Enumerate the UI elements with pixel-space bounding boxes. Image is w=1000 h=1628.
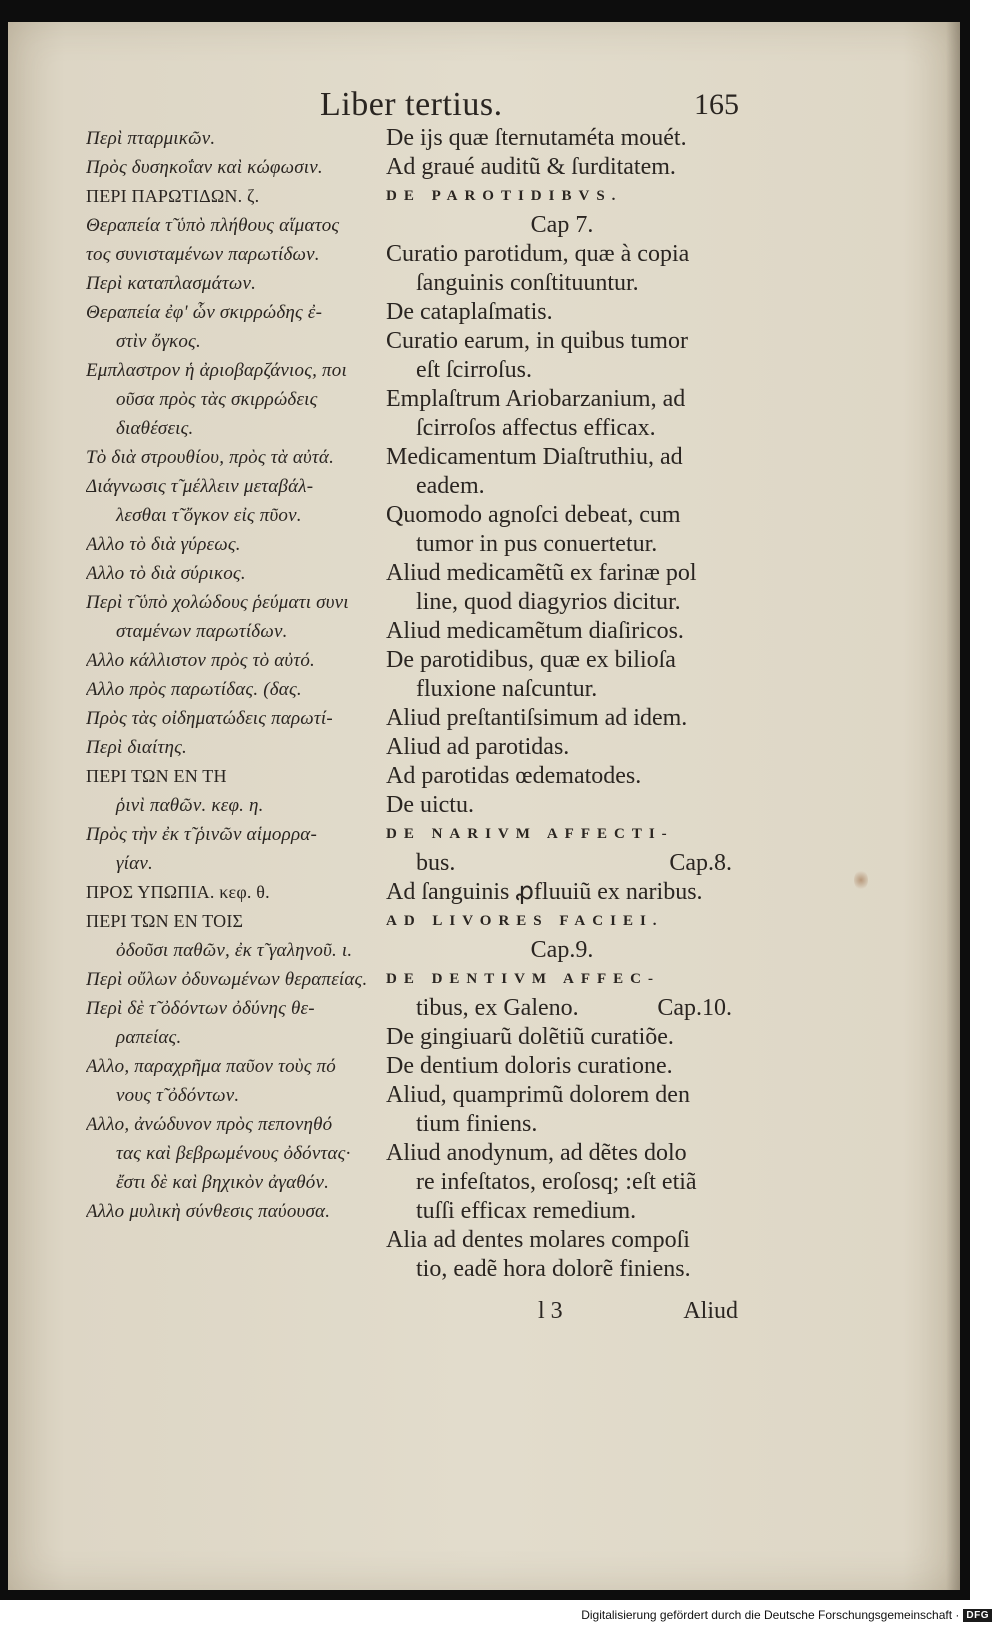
greek-entry: ΠΕΡΙ ΤΩΝ ΕΝ ΤΟΙΣ <box>86 911 244 931</box>
latin-entry: ſcirroſos affectus efficax. <box>416 415 656 441</box>
latin-index-column <box>386 124 738 1284</box>
latin-entry: tumor in pus conuertetur. <box>416 531 658 557</box>
greek-entry: Περὶ πταρμικῶν. <box>86 128 216 149</box>
catchword: Aliud <box>683 1298 738 1324</box>
latin-entry: Curatio earum, in quibus tumor <box>386 328 688 354</box>
digitization-credit <box>581 1608 992 1622</box>
greek-entry: διαθέσεις. <box>116 418 194 439</box>
greek-entry: οῦσα πρὸς τὰς σκιρρώδεις <box>116 389 318 410</box>
greek-entry: νους τ̃ ὀδόντων. <box>116 1085 240 1106</box>
latin-entry-text: tibus, ex Galeno. <box>416 995 579 1021</box>
greek-entry: Περὶ διαίτης. <box>86 737 188 758</box>
latin-entry: Aliud medicamẽtũ ex farinæ pol <box>386 560 697 586</box>
latin-entry: Aliud preſtantiſsimum ad idem. <box>386 705 688 731</box>
paper-stain <box>854 870 868 890</box>
greek-entry: Περὶ τ̃ ὑπὸ χολώδους ῥεύματι συνι <box>86 592 349 613</box>
section-heading: AD LIVORES FACIEI. <box>386 913 664 929</box>
running-head: Liber tertius. <box>320 86 503 123</box>
greek-entry: στὶν ὄγκος. <box>116 331 201 352</box>
chapter-number: Cap.10. <box>657 995 732 1021</box>
greek-entry: τας καὶ βεβρωμένους ὀδόντας· <box>116 1143 351 1164</box>
greek-index-column <box>86 124 378 1226</box>
latin-entry: De dentium doloris curatione. <box>386 1053 673 1079</box>
latin-entry: Aliud ad parotidas. <box>386 734 570 760</box>
signature-mark: l 3 <box>538 1298 563 1324</box>
greek-entry: Τὸ διὰ στρουθίου, πρὸς τὰ αὐτά. <box>86 447 335 468</box>
greek-entry: Περὶ οὔλων ὀδυνωμένων θεραπείας. <box>86 969 368 990</box>
greek-entry: Αλλο κάλλιστον πρὸς τὸ αὐτό. <box>86 650 315 671</box>
latin-entry: Ad graué auditũ & ſurditatem. <box>386 154 676 180</box>
section-heading: DE PAROTIDIBVS. <box>386 188 623 204</box>
latin-entry: Aliud anodynum, ad dẽtes dolo <box>386 1140 687 1166</box>
credit-text: Digitalisierung gefördert durch die Deutsche Forschungsgemeinschaft · <box>581 1608 960 1622</box>
latin-entry: tium finiens. <box>416 1111 538 1137</box>
latin-entry: tio, eadẽ hora dolorẽ finiens. <box>416 1256 691 1282</box>
greek-entry: Αλλο πρὸς παρωτίδας. (δας. <box>86 679 302 700</box>
greek-entry: ἔστι δὲ καὶ βηχικὸν ἀγαθόν. <box>116 1172 330 1193</box>
greek-entry: Θεραπεία τ̃ ὑπὸ πλήθους αἵματος <box>86 215 340 236</box>
greek-entry: σταμένων παρωτίδων. <box>116 621 288 642</box>
section-heading: DE NARIVM AFFECTI- <box>386 826 674 842</box>
greek-entry: ΠΕΡΙ ΤΩΝ ΕΝ ΤΗ <box>86 766 227 786</box>
latin-entry: Ad parotidas œdematodes. <box>386 763 642 789</box>
greek-entry: ΠΡΟΣ ΥΠΩΠΙΑ. κεφ. θ. <box>86 882 270 902</box>
latin-entry: ſanguinis conſtituuntur. <box>416 270 639 296</box>
latin-entry: De cataplaſmatis. <box>386 299 553 325</box>
chapter-heading: Cap.9. <box>530 937 594 963</box>
dfg-logo: DFG <box>963 1609 992 1622</box>
greek-entry: ὀδοῦσι παθῶν, ἐκ τ̃ γαληνοῦ. ι. <box>116 940 353 961</box>
latin-entry: Emplaſtrum Ariobarzanium, ad <box>386 386 686 412</box>
greek-entry: Αλλο τὸ διὰ γύρεως. <box>86 534 241 555</box>
latin-entry-with-chapter <box>386 994 738 1023</box>
latin-entry: Alia ad dentes molares compoſi <box>386 1227 690 1253</box>
latin-entry: Ad ſanguinis ꝓfluuiũ ex naribus. <box>386 879 703 905</box>
greek-entry: λεσθαι τ̃ ὄγκον εἰς πῦον. <box>116 505 302 526</box>
latin-entry: line, quod diagyrios dicitur. <box>416 589 681 615</box>
latin-entry: De uictu. <box>386 792 474 818</box>
greek-entry: Αλλο τὸ διὰ σύρικος. <box>86 563 246 584</box>
greek-entry: Θεραπεία ἐφ' ὧν σκιρρώδης ἐ- <box>86 302 323 323</box>
latin-entry-with-chapter <box>386 849 738 878</box>
latin-entry-text: bus. <box>416 850 456 876</box>
catchword-line <box>538 1298 738 1325</box>
book-page <box>8 22 960 1590</box>
chapter-heading: Cap 7. <box>530 212 594 238</box>
greek-entry: ραπείας. <box>116 1027 182 1048</box>
section-heading: DE DENTIVM AFFEC- <box>386 971 661 987</box>
greek-entry: Διάγνωσις τ̃ μέλλειν μεταβάλ- <box>86 476 314 497</box>
greek-entry: ΠΕΡΙ ΠΑΡΩΤΙΔΩΝ. ζ. <box>86 186 260 206</box>
greek-entry: ῥινὶ παθῶν. κεφ. η. <box>116 795 264 816</box>
latin-entry: Medicamentum Diaſtruthiu, ad <box>386 444 683 470</box>
greek-entry: Εμπλαστρον ἡ ἀριοβαρζάνιος, ποι <box>86 360 347 381</box>
latin-entry: Aliud, quamprimũ dolorem den <box>386 1082 690 1108</box>
greek-entry: Πρὸς δυσηκοΐαν καὶ κώφωσιν. <box>86 157 323 178</box>
latin-entry: eadem. <box>416 473 485 499</box>
greek-entry: γίαν. <box>116 853 153 874</box>
greek-entry: Περὶ δὲ τ̃ ὀδόντων ὀδύνης θε- <box>86 998 315 1019</box>
chapter-number: Cap.8. <box>669 850 732 876</box>
greek-entry: Αλλο, παραχρῆμα παῦον τοὺς πό <box>86 1056 337 1077</box>
latin-entry: Aliud medicamẽtum diaſiricos. <box>386 618 684 644</box>
latin-entry: eſt ſcirroſus. <box>416 357 532 383</box>
latin-entry: De parotidibus, quæ ex bilioſa <box>386 647 676 673</box>
latin-entry: Quomodo agnoſci debeat, cum <box>386 502 681 528</box>
greek-entry: Αλλο μυλικὴ σύνθεσις παύουσα. <box>86 1201 331 1222</box>
latin-entry: Curatio parotidum, quæ à copia <box>386 241 690 267</box>
greek-entry: τος συνισταμένων παρωτίδων. <box>86 244 320 265</box>
greek-entry: Πρὸς τὴν ἐκ τ̃ ῥινῶν αἱμορρα- <box>86 824 317 845</box>
greek-entry: Πρὸς τὰς οἰδηματώδεις παρωτί- <box>86 708 333 729</box>
latin-entry: De gingiuarũ dolẽtiũ curatiõe. <box>386 1024 674 1050</box>
greek-entry: Αλλο, ἀνώδυνον πρὸς πεπονηθό <box>86 1114 333 1135</box>
latin-entry: De ijs quæ ſternutaméta mouét. <box>386 125 687 151</box>
latin-entry: fluxione naſcuntur. <box>416 676 598 702</box>
page-edge-shadow <box>946 22 960 1590</box>
page-number: 165 <box>694 88 739 121</box>
greek-entry: Περὶ καταπλασμάτων. <box>86 273 257 294</box>
latin-entry: re infeſtatos, eroſosq; :eſt etiã <box>416 1169 697 1195</box>
latin-entry: tuſſi efficax remedium. <box>416 1198 637 1224</box>
